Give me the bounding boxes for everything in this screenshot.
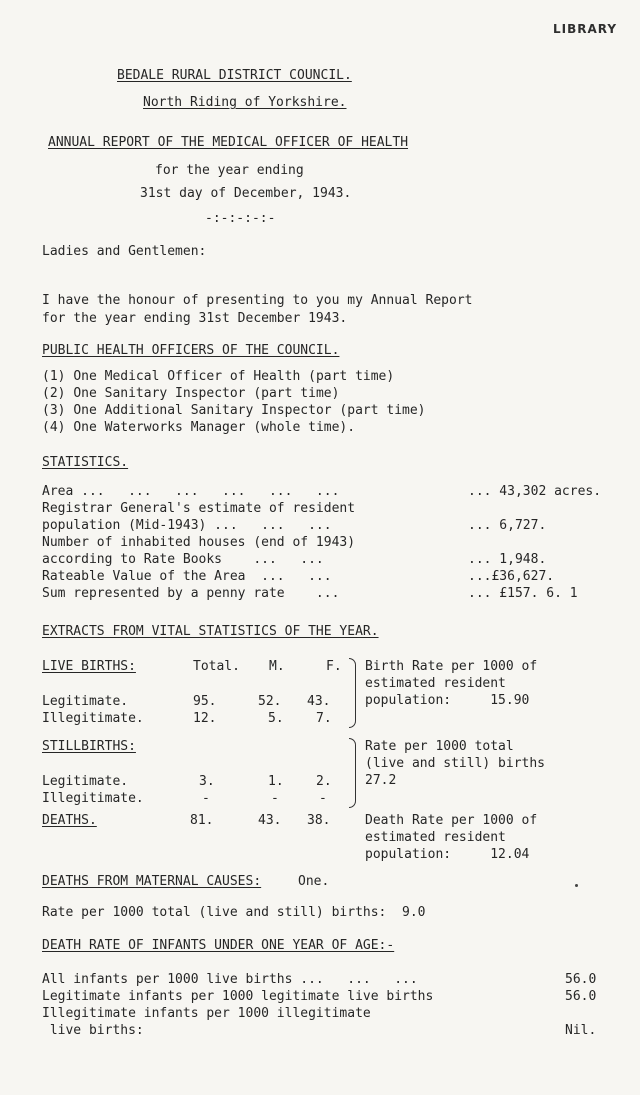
- officer-text: One Sanitary Inspector (part time): [73, 386, 340, 401]
- salutation: Ladies and Gentlemen:: [42, 244, 207, 259]
- officer-number: (3): [42, 403, 66, 418]
- deaths-total: 81.: [190, 813, 214, 828]
- male-cell: 1.: [268, 774, 284, 789]
- female-cell: 43.: [307, 694, 331, 709]
- total-cell: -: [202, 791, 210, 806]
- illegitimate-infants-label-2: live births:: [42, 1023, 144, 1038]
- all-infants-label: All infants per 1000 live births ... ... ...: [42, 972, 418, 987]
- rateable-label: Rateable Value of the Area ... ...: [42, 569, 332, 584]
- council-title: BEDALE RURAL DISTRICT COUNCIL.: [117, 68, 352, 83]
- all-infants-value: 56.0: [565, 972, 597, 987]
- column-f-header: F.: [326, 659, 342, 674]
- officer-text: One Waterworks Manager (whole time).: [73, 420, 356, 435]
- penny-rate-label: Sum represented by a penny rate ...: [42, 586, 340, 601]
- row-label: Illegitimate.: [42, 791, 144, 806]
- population-label-2: population (Mid-1943) ... ... ...: [42, 518, 332, 533]
- report-date: 31st day of December, 1943.: [140, 186, 352, 201]
- houses-label-2: according to Rate Books ... ...: [42, 552, 324, 567]
- statistics-heading: STATISTICS.: [42, 455, 129, 470]
- officer-item: [42, 420, 355, 435]
- penny-rate-value: ... £157. 6. 1: [468, 586, 578, 601]
- deaths-male: 43.: [258, 813, 282, 828]
- illegitimate-infants-label-1: Illegitimate infants per 1000 illegitimate: [42, 1006, 371, 1021]
- houses-value: ... 1,948.: [468, 552, 547, 567]
- right-brace: [349, 738, 356, 808]
- row-label: Legitimate.: [42, 774, 129, 789]
- houses-label-1: Number of inhabited houses (end of 1943): [42, 535, 356, 550]
- officer-item: [42, 386, 339, 401]
- live-births-label: LIVE BIRTHS:: [42, 659, 136, 674]
- birth-rate-note-2: estimated resident: [365, 676, 506, 691]
- female-cell: 2.: [316, 774, 332, 789]
- birth-rate-note-1: Birth Rate per 1000 of: [365, 659, 538, 674]
- officer-text: One Additional Sanitary Inspector (part time): [73, 403, 426, 418]
- right-brace: [349, 658, 356, 728]
- male-cell: 52.: [258, 694, 282, 709]
- row-label: Legitimate.: [42, 694, 129, 709]
- area-label: Area ... ... ... ... ... ...: [42, 484, 340, 499]
- for-year-text: for the year ending: [155, 163, 304, 178]
- maternal-deaths-label: DEATHS FROM MATERNAL CAUSES:: [42, 874, 262, 889]
- officer-number: (4): [42, 420, 66, 435]
- stillbirths-label: STILLBIRTHS:: [42, 739, 136, 754]
- death-rate-note-1: Death Rate per 1000 of: [365, 813, 538, 828]
- vital-statistics-heading: EXTRACTS FROM VITAL STATISTICS OF THE YEAR.: [42, 624, 379, 639]
- officer-number: (2): [42, 386, 66, 401]
- stillbirth-rate-note-3: 27.2: [365, 773, 397, 788]
- male-cell: -: [271, 791, 279, 806]
- stillbirth-rate-note-2: (live and still) births: [365, 756, 546, 771]
- separator: -:-:-:-:-: [205, 211, 276, 226]
- officers-heading: PUBLIC HEALTH OFFICERS OF THE COUNCIL.: [42, 343, 340, 358]
- population-value: ... 6,727.: [468, 518, 547, 533]
- deaths-female: 38.: [307, 813, 331, 828]
- female-cell: -: [319, 791, 327, 806]
- total-cell: 12.: [193, 711, 217, 726]
- scan-speck: [575, 884, 578, 887]
- officer-text: One Medical Officer of Health (part time): [73, 369, 395, 384]
- infant-death-rate-heading: DEATH RATE OF INFANTS UNDER ONE YEAR OF AGE:-: [42, 938, 395, 953]
- death-rate-note-3: population: 12.04: [365, 847, 530, 862]
- region-title: North Riding of Yorkshire.: [143, 95, 347, 110]
- total-cell: 3.: [199, 774, 215, 789]
- legitimate-infants-label: Legitimate infants per 1000 legitimate live births: [42, 989, 434, 1004]
- stillbirth-rate-note-1: Rate per 1000 total: [365, 739, 514, 754]
- officer-number: (1): [42, 369, 66, 384]
- death-rate-note-2: estimated resident: [365, 830, 506, 845]
- column-total-header: Total.: [193, 659, 240, 674]
- total-cell: 95.: [193, 694, 217, 709]
- total-births-rate: Rate per 1000 total (live and still) births: 9.0: [42, 905, 426, 920]
- maternal-deaths-value: One.: [298, 874, 330, 889]
- legitimate-infants-value: 56.0: [565, 989, 597, 1004]
- officer-item: [42, 369, 394, 384]
- row-label: Illegitimate.: [42, 711, 144, 726]
- library-stamp: LIBRARY: [553, 22, 618, 36]
- officer-item: [42, 403, 426, 418]
- column-m-header: M.: [269, 659, 285, 674]
- female-cell: 7.: [316, 711, 332, 726]
- male-cell: 5.: [268, 711, 284, 726]
- rateable-value: ...£36,627.: [468, 569, 555, 584]
- intro-line-1: I have the honour of presenting to you my Annual Report: [42, 293, 473, 308]
- intro-line-2: for the year ending 31st December 1943.: [42, 311, 348, 326]
- report-title: ANNUAL REPORT OF THE MEDICAL OFFICER OF HEALTH: [48, 135, 409, 150]
- population-label-1: Registrar General's estimate of resident: [42, 501, 356, 516]
- birth-rate-note-3: population: 15.90: [365, 693, 530, 708]
- illegitimate-infants-value: Nil.: [565, 1023, 597, 1038]
- area-value: ... 43,302 acres.: [468, 484, 602, 499]
- deaths-label: DEATHS.: [42, 813, 97, 828]
